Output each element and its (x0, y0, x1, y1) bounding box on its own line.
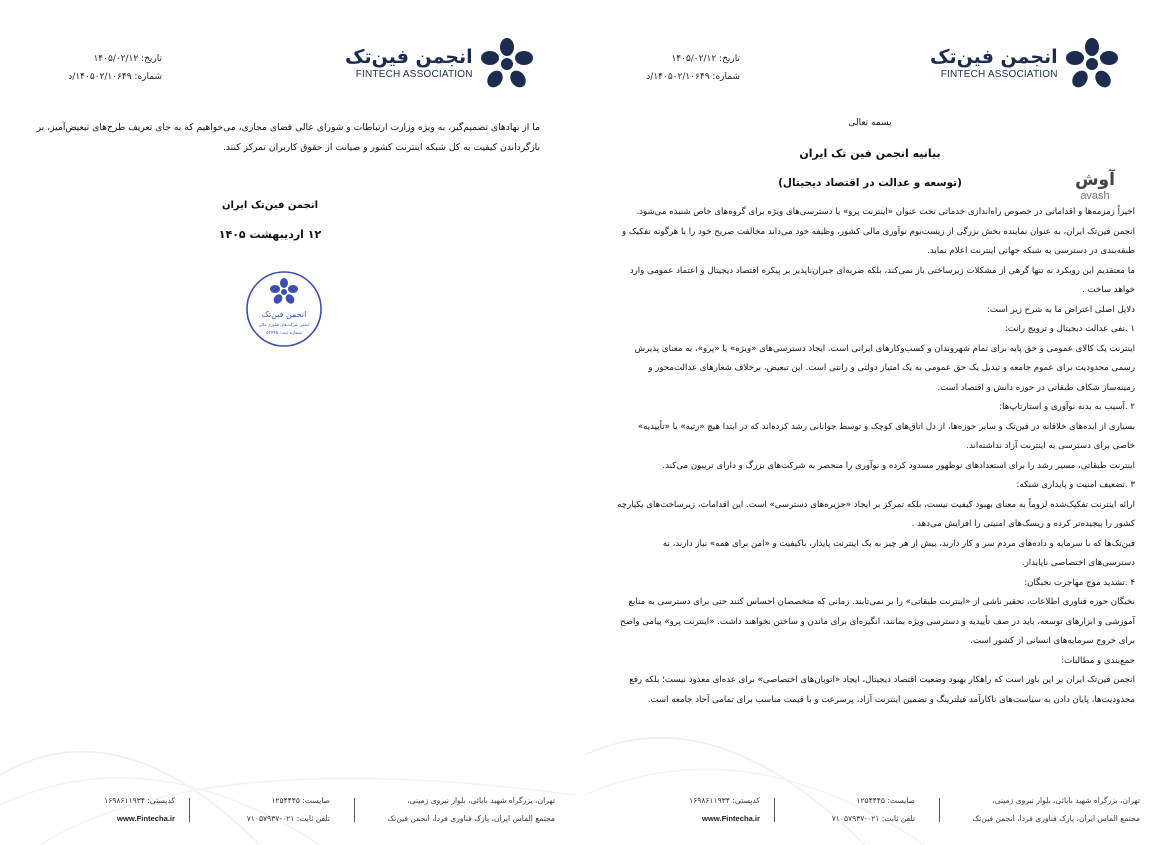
paragraph: جمع‌بندی و مطالبات: (1061, 655, 1135, 666)
document-page-right (585, 0, 1160, 845)
paragraph: انجمن فین‌تک ایران بر این باور است که راهکار بهبود وضعیت اقتصاد دیجیتال، ایجاد «اتوبان‌های اختصاصی» برای عده‌ای معدود نیست؛ بلکه رفع محدودیت‌ها، پایان دادن به سیاست‌های ناکارآمد فیلترینگ و تضمین اینترنت آزاد، پرسرعت و با قیمت مناسب برای تمامی آحاد جامعه است. (629, 675, 1135, 705)
statement-title: بیانیه انجمن فین تک ایران (799, 147, 941, 160)
paragraph: نخبگان حوزه فناوری اطلاعات، تحقیر ناشی از «اینترنت طبقاتی» را بر نمی‌تابند. زمانی که متخصصان احساس کنند حتی برای دسترسی به منابع آموزشی و ابزارهای توسعه، باید در صف تأییدیه و دسترسی ویژه بمانند، انگیزه‌ای برای ماندن و ساختن نخواهند داشت. «اینترنت پرو» پیامی واضح برای خروج سرمایه‌های انسانی از کشور است. (620, 597, 1135, 646)
seal-name: انجمن فین‌تک (261, 310, 307, 319)
footer-address-1: تهران، بزرگراه شهید بابائی، بلوار نیروی زمینی، (407, 796, 555, 805)
page-footer (0, 792, 575, 828)
paragraph: بسیاری از ایده‌های خلاقانه در فین‌تک و سایر حوزه‌ها، از دل اتاق‌های کوچک و توسط جوانانی رشد کرده‌اند که در ابتدا هیچ «رتبه» یا «تأییدیه» خاصی برای دسترسی به اینترنت آزاد نداشته‌اند. (637, 421, 1135, 451)
brand-name-en: FINTECH ASSOCIATION (940, 69, 1058, 80)
footer-postal: کدپستی: ۱۶۹۸۶۱۱۹۳۴ (104, 796, 175, 805)
footer-website-label: صایست: ۱۲۵۴۴۴۵ (856, 796, 915, 805)
fintech-logo (930, 38, 1118, 90)
footer-web[interactable]: www.Fintecha.ir (117, 814, 175, 823)
footer-phone: تلفن ثابت: ۰۲۱-۷۱۰۵۷۹۳۷ (831, 814, 915, 823)
paragraph: ۱ .نفی عدالت دیجیتال و ترویج رانت: (1004, 324, 1135, 334)
paragraph: ۴ .تشدید موج مهاجرت نخبگان: (1024, 577, 1135, 588)
footer-divider (354, 798, 355, 822)
brand-name-en: FINTECH ASSOCIATION (355, 69, 473, 80)
date-label: تاریخ: ۱۴۰۵/۰۲/۱۲ (671, 54, 740, 64)
paragraph: اخیراً زمزمه‌ها و اقداماتی در خصوص راه‌اندازی خدماتی تحت عنوان «اینترنت پرو» یا دسترسی‌های ویژه برای گروه‌های خاص شنیده می‌شود. (636, 207, 1135, 217)
date-label: تاریخ: ۱۴۰۵/۰۲/۱۲ (93, 54, 162, 64)
footer-divider (939, 798, 940, 822)
brand-name-fa: انجمن فین‌تک (930, 46, 1058, 68)
statement-body (615, 203, 1135, 710)
paragraph: ۲ .آسیب به بدنه نوآوری و استارتاپ‌ها: (999, 402, 1135, 412)
number-label: شماره: ۱۴۰۵۰۲/۱۰۶۴۹/د (68, 72, 162, 82)
statement-subtitle: (توسعه و عدالت در اقتصاد دیجیتال) (778, 177, 962, 189)
paragraph: اینترنت طبقاتی، مسیر رشد را برای استعدادهای نوظهور مسدود کرده و نوآوری را منحصر به شرکت‌های بزرگ و دارای تریبون می‌کند. (662, 460, 1135, 471)
bismillah-heading: بسمه تعالی (848, 118, 892, 128)
footer-divider (189, 798, 190, 822)
avash-logo-icon (1070, 165, 1120, 205)
fintech-logo-icon (1066, 38, 1118, 90)
number-label: شماره: ۱۴۰۵۰۲/۱۰۶۴۹/د (646, 72, 740, 82)
page-footer (585, 792, 1160, 828)
footer-address-2: مجتمع الماس ایران، پارک فناوری فردا، انجمن فین‌تک (387, 814, 555, 823)
footer-postal: کدپستی: ۱۶۹۸۶۱۱۹۳۴ (689, 796, 760, 805)
fintech-logo (345, 38, 533, 90)
paragraph: فین‌تک‌ها که با سرمایه و داده‌های مردم سر و کار دارند، بیش از هر چیز به یک اینترنت پایدار، باکیفیت و «امن برای همه» نیاز دارند، نه دسترسی‌های اختصاصی ناپایدار. (662, 538, 1135, 568)
paragraph: اینترنت یک کالای عمومی و حق پایه برای تمام شهروندان و کسب‌وکارهای ایرانی است. ایجاد دسترسی‌های «ویژه» یا «پرو»، به معنای پذیرش رسمی محدودیت برای عموم جامعه و تبدیل یک حق عمومی به یک امتیاز دولتی و رانتی است. این تبعیض، برخلاف شعارهای عدالت‌محور و زمینه‌ساز شکاف طبقاتی در حوزه دانش و اقتصاد است. (634, 343, 1135, 393)
seal-reg: شماره ثبت: ۵۳۴۴۵ (266, 331, 302, 336)
official-seal-icon (245, 270, 323, 348)
avash-en: avash (1080, 190, 1110, 202)
footer-phone: تلفن ثابت: ۰۲۱-۷۱۰۵۷۹۳۷ (246, 814, 330, 823)
paragraph: ۳ .تضعیف امنیت و پایداری شبکه: (1016, 480, 1135, 490)
footer-address-2: مجتمع الماس ایران، پارک فناوری فردا، انجمن فین‌تک (972, 814, 1140, 823)
footer-divider (774, 798, 775, 822)
paragraph: انجمن فین‌تک ایران، به عنوان نماینده بخش بزرگی از زیست‌بوم نوآوری مالی کشور، وظیفه خود می‌داند مخالفت صریح خود را با هرگونه تفکیک و طبقه‌بندی در دسترسی به شبکه جهانی اینترنت اعلام نماید. (622, 226, 1135, 256)
signature-date: ۱۲ اردیبهشت ۱۴۰۵ (218, 228, 322, 241)
paragraph: ارائه اینترنت تفکیک‌شده لزوماً به معنای بهبود کیفیت نیست، بلکه تمرکز بر ایجاد «جزیره‌های دسترسی» است. این اقدامات، زیرساخت‌های یکپارچه کشور را پیچیده‌تر کرده و ریسک‌های امنیتی را افزایش می‌دهد . (617, 499, 1135, 529)
brand-name-fa: انجمن فین‌تک (345, 46, 473, 68)
signature-org: انجمن فین‌تک ایران (221, 200, 319, 211)
document-page-left (0, 0, 575, 845)
avash-fa: آوش (1075, 170, 1115, 190)
fintech-logo-icon (481, 38, 533, 90)
seal-sub: انجمن شرکت‌های فناوری مالی (258, 322, 310, 327)
closing-paragraph: ما از نهادهای تصمیم‌گیر، به ویژه وزارت ارتباطات و شورای عالی فضای مجازی، می‌خواهیم که به جای تعریف طرح‌های تبعیض‌آمیز، بر بازگرداندن کیفیت به کل شبکه اینترنت کشور و صیانت از حقوق کاربران تمرکز کنند. (36, 122, 540, 153)
footer-web[interactable]: www.Fintecha.ir (702, 814, 760, 823)
footer-website-label: صایست: ۱۲۵۴۴۴۵ (271, 796, 330, 805)
paragraph: دلایل اصلی اعتراض ما به شرح زیر است: (987, 304, 1135, 315)
footer-address-1: تهران، بزرگراه شهید بابائی، بلوار نیروی زمینی، (992, 796, 1140, 805)
paragraph: ما معتقدیم این رویکرد نه تنها گرهی از مشکلات زیرساختی باز نمی‌کند، بلکه ضربه‌ای جبران‌ناپذیر بر پیکره اقتصاد دیجیتال و اعتماد عمومی وارد خواهد ساخت . (629, 265, 1135, 295)
